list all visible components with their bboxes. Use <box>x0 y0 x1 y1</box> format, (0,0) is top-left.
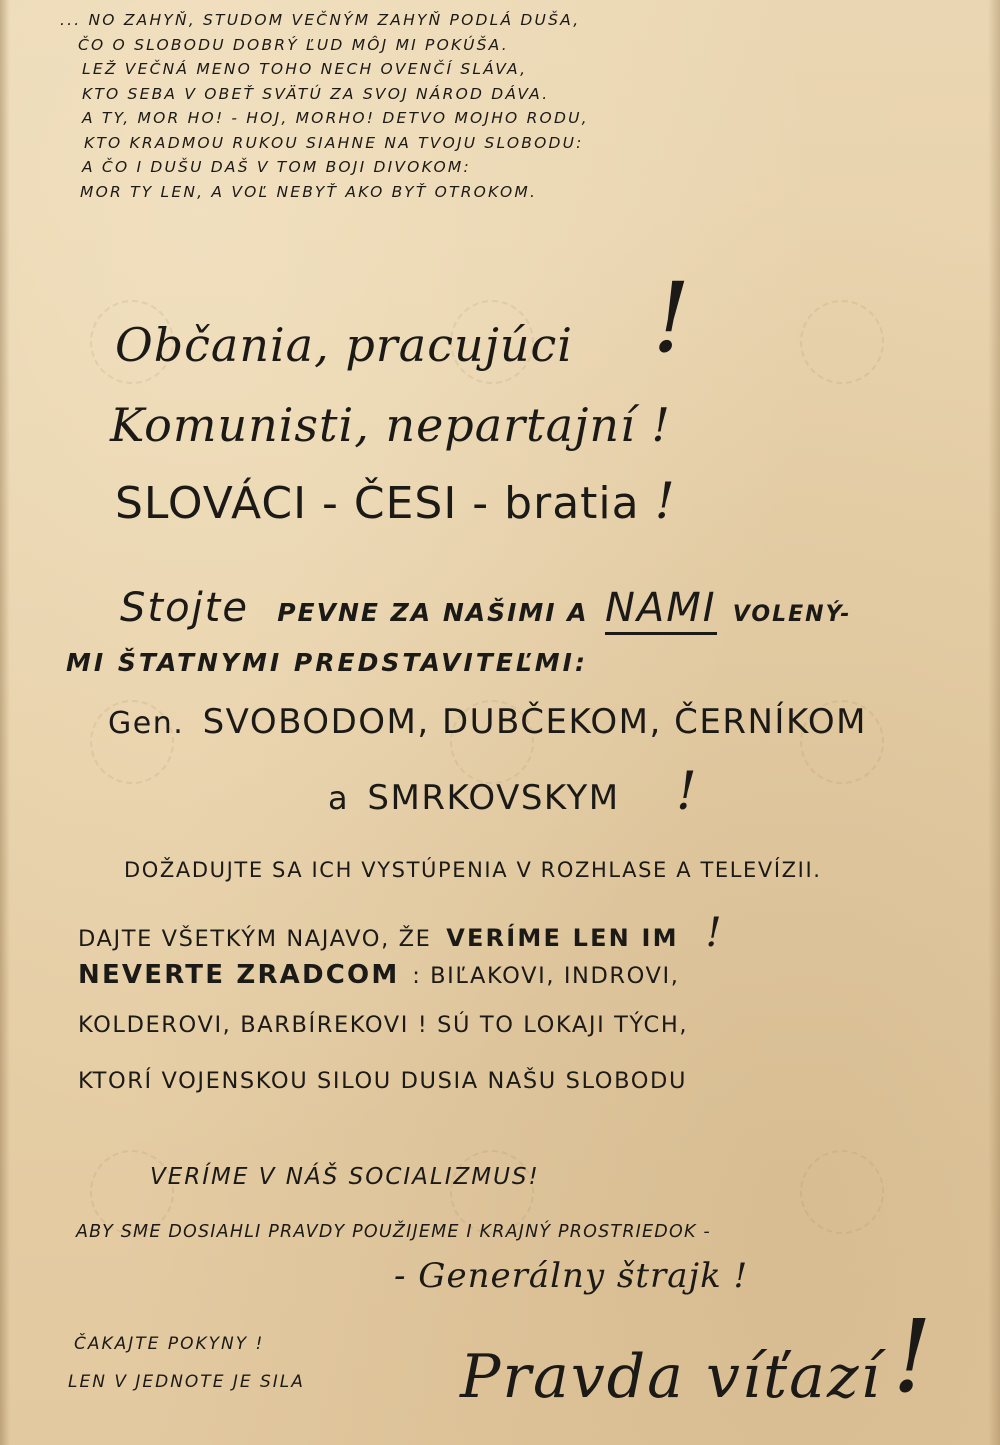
stand-line-2: MI ŠTATNYMI PREDSTAVITEĽMI: <box>66 648 588 677</box>
appeal-communists-exclamation: ! <box>651 398 671 452</box>
appeal-brothers <box>115 472 676 530</box>
appeal-communists <box>110 398 671 452</box>
stand-phrase: PEVNE ZA NAŠIMI A <box>277 598 589 627</box>
poem-line: A TY, MOR HO! - HOJ, MORHO! DETVO MOJHO RODU, <box>82 109 589 127</box>
poem-line: LEŽ VEČNÁ MENO TOHO NECH OVENČÍ SLÁVA, <box>82 60 528 78</box>
demand-trust-line <box>78 910 723 956</box>
watermark-rosette <box>800 1150 884 1234</box>
stand-leaders-line <box>108 702 867 742</box>
stand-nami-emphasis: NAMI <box>605 585 717 635</box>
poem-line: MOR TY LEN, A VOĽ NEBYŤ AKO BYŤ OTROKOM. <box>80 182 538 201</box>
demand-freedom-line: KTORÍ VOJENSKOU SILOU DUSIA NAŠU SLOBODU <box>78 1068 688 1094</box>
demand-traitors-line <box>78 960 680 990</box>
demand-trust-emphasis: VERÍME LEN IM <box>446 924 679 952</box>
stand-line-1 <box>120 585 851 631</box>
poem-stanza <box>60 8 700 204</box>
closing-truth-prevails <box>460 1342 882 1412</box>
closing-general-strike: - Generálny štrajk ! <box>394 1256 749 1296</box>
stand-last-leader-name: SMRKOVSKYM <box>367 778 620 818</box>
appeal-citizens-text: Občania, pracujúci <box>115 318 573 372</box>
closing-truth-prevails-exclamation: ! <box>892 1298 934 1415</box>
appeal-citizens-exclamation: ! <box>652 262 692 374</box>
demand-traitors-names: : BIĽAKOVI, INDROVI, <box>412 963 680 989</box>
watermark-rosette <box>800 300 884 384</box>
paper-edge-left <box>0 0 10 1445</box>
appeal-communists-text: Komunisti, nepartajní <box>110 398 636 452</box>
stand-conjunction: a <box>328 779 350 817</box>
stand-general-abbrev: Gen. <box>108 706 185 741</box>
closing-socialism: VERÍME V NÁŠ SOCIALIZMUS! <box>150 1164 540 1190</box>
appeal-brothers-text: SLOVÁCI - ČESI - bratia <box>115 478 640 529</box>
closing-wait-instructions: ČAKAJTE POKYNY ! <box>74 1334 265 1354</box>
stand-last-leader-line <box>328 762 698 822</box>
stand-phrase-continued: VOLENÝ- <box>732 602 852 627</box>
stand-lead-word: Stojte <box>120 585 249 631</box>
demand-broadcast: DOŽADUJTE SA ICH VYSTÚPENIA V ROZHLASE A TELEVÍZII. <box>124 858 822 882</box>
closing-unity: LEN V JEDNOTE JE SILA <box>68 1372 305 1392</box>
poem-line: ČO O SLOBODU DOBRÝ ĽUD MÔJ MI POKÚŠA. <box>78 35 509 54</box>
demand-trust-text: DAJTE VŠETKÝM NAJAVO, ŽE <box>78 926 432 952</box>
paper-edge-right <box>988 0 1000 1445</box>
poem-line: KTO KRADMOU RUKOU SIAHNE NA TVOJU SLOBODU: <box>84 133 584 152</box>
stand-leader-names: SVOBODOM, DUBČEKOM, ČERNÍKOM <box>202 702 867 742</box>
closing-truth: ABY SME DOSIAHLI PRAVDY POUŽIJEME I KRAJNÝ PROSTRIEDOK - <box>76 1222 711 1242</box>
appeal-citizens <box>115 318 573 372</box>
appeal-brothers-exclamation: ! <box>654 472 676 530</box>
demand-trust-exclamation: ! <box>705 910 724 956</box>
demand-lackeys-line: KOLDEROVI, BARBÍREKOVI ! SÚ TO LOKAJI TÝCH, <box>78 1012 689 1038</box>
poem-line: KTO SEBA V OBEŤ SVÄTÚ ZA SVOJ NÁROD DÁVA. <box>82 84 550 103</box>
demand-traitors-emphasis: NEVERTE ZRADCOM <box>78 960 400 990</box>
stand-exclamation: ! <box>675 762 699 822</box>
poem-line: A ČO I DUŠU DAŠ V TOM BOJI DIVOKOM: <box>82 158 471 176</box>
poem-line: ... NO ZAHYŇ, STUDOM VEČNÝM ZAHYŇ PODLÁ DUŠA, <box>60 11 581 29</box>
closing-truth-prevails-text: Pravda víťazí <box>460 1342 882 1412</box>
